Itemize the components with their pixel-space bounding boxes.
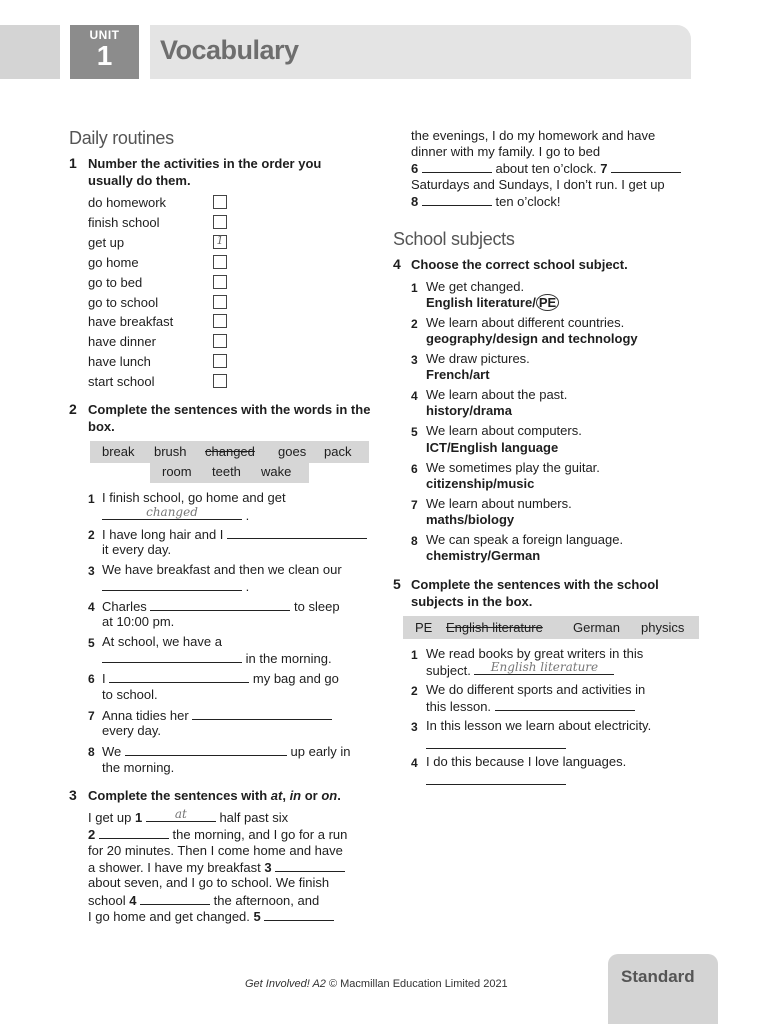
item-number: 2 — [411, 684, 418, 698]
item-number: 1 — [88, 492, 95, 506]
answer-blank[interactable]: at — [146, 809, 216, 822]
activity-label: finish school — [88, 215, 160, 230]
circled-answer: PE — [536, 294, 559, 311]
question-text: We learn about different countries. — [426, 315, 625, 330]
activity-label: get up — [88, 235, 125, 250]
answer-blank[interactable] — [495, 698, 635, 711]
sentence-text: At school, we have a — [102, 634, 222, 649]
answer-blank[interactable] — [422, 193, 492, 206]
sentence-line — [426, 772, 566, 789]
question-text: We learn about computers. — [426, 423, 582, 438]
answer-blank[interactable] — [109, 670, 249, 683]
subject-choice[interactable]: French/art — [426, 367, 490, 382]
item-number: 7 — [88, 709, 95, 723]
section-title-school-subjects: School subjects — [393, 229, 515, 249]
answer-blank[interactable]: changed — [102, 507, 242, 520]
unit-number: 1 — [96, 40, 113, 71]
footer-copyright: Get Involved! A2 © Macmillan Education Limited 2021 — [245, 978, 508, 990]
paragraph-line: a shower. I have my breakfast 3 — [88, 859, 345, 876]
paragraph-line: 6 about ten o’clock. 7 — [411, 160, 681, 177]
unit-badge — [70, 25, 139, 79]
subject-choice[interactable]: citizenship/music — [426, 476, 535, 491]
sentence-line: changed . — [102, 507, 249, 524]
paragraph-line: Saturdays and Sundays, I don’t run. I get up — [411, 177, 665, 192]
exercise-2-instruction: Complete the sentences with the words in the box. — [88, 402, 371, 434]
sentence-text: the morning. — [102, 760, 175, 775]
subject-choice[interactable]: English literature/ PE — [426, 295, 559, 311]
paragraph-line: 8 ten o’clock! — [411, 194, 561, 209]
sentence-text: every day. — [102, 723, 162, 738]
section-title-daily-routines: Daily routines — [69, 128, 174, 148]
item-number: 6 — [88, 672, 95, 686]
answer-blank[interactable]: English literature — [474, 662, 614, 675]
sentence-text: We read books by great writers in this — [426, 646, 644, 661]
sentence-line: Charles to sleep — [102, 599, 340, 614]
sentence-line: . — [102, 578, 249, 595]
answer-blank[interactable] — [99, 826, 169, 839]
activity-checkbox[interactable]: 1 — [213, 235, 227, 249]
item-number: 6 — [411, 462, 418, 476]
item-number: 8 — [88, 745, 95, 759]
activity-checkbox[interactable] — [213, 314, 227, 328]
question-text: We learn about the past. — [426, 387, 568, 402]
subject-choice[interactable]: history/drama — [426, 403, 512, 418]
exercise-4-number: 4 — [393, 256, 401, 272]
word-box-word: pack — [324, 444, 352, 459]
activity-label: have dinner — [88, 334, 156, 349]
exercise-4-instruction: Choose the correct school subject. — [411, 257, 628, 272]
sentence-text: We have breakfast and then we clean our — [102, 562, 342, 577]
question-text: We sometimes play the guitar. — [426, 460, 600, 475]
answer-blank[interactable] — [102, 578, 242, 591]
paragraph-line: school 4 the afternoon, and — [88, 893, 320, 908]
answer-blank[interactable] — [275, 859, 345, 872]
activity-label: go to school — [88, 295, 159, 310]
item-number: 4 — [411, 389, 418, 403]
item-number: 3 — [411, 720, 418, 734]
sentence-line: I my bag and go — [102, 671, 339, 686]
page-title: Vocabulary — [160, 35, 299, 65]
sentence-line: I have long hair and I — [102, 526, 367, 543]
sentence-text: In this lesson we learn about electricity. — [426, 718, 652, 733]
item-number: 7 — [411, 498, 418, 512]
word-box-word: teeth — [212, 464, 241, 479]
paragraph-line: for 20 minutes. Then I come home and have — [88, 843, 343, 858]
sentence-text: at 10:00 pm. — [102, 614, 175, 629]
paragraph-line: I get up 1 at half past six — [88, 807, 289, 825]
paragraph-line: about seven, and I go to school. We finish — [88, 875, 330, 890]
sentence-text: I finish school, go home and get — [102, 490, 286, 505]
paragraph-line: I go home and get changed. 5 — [88, 908, 334, 925]
item-number: 1 — [411, 648, 418, 662]
exercise-5-number: 5 — [393, 576, 401, 592]
level-tab — [608, 954, 718, 1024]
activity-label: do homework — [88, 195, 167, 210]
exercise-1-number: 1 — [69, 155, 77, 171]
answer-blank[interactable] — [611, 160, 681, 173]
word-box-word: PE — [415, 620, 433, 635]
sentence-text: to school. — [102, 687, 158, 702]
activity-label: go to bed — [88, 275, 143, 290]
subject-choice[interactable]: chemistry/German — [426, 548, 541, 563]
item-number: 5 — [411, 425, 418, 439]
exercise-5-instruction: Complete the sentences with the school subjects in the box. — [411, 577, 659, 609]
activity-checkbox[interactable] — [213, 334, 227, 348]
unit-label: UNIT — [89, 28, 120, 42]
subject-choice[interactable]: maths/biology — [426, 512, 515, 527]
answer-blank[interactable] — [426, 736, 566, 749]
activity-label: have breakfast — [88, 314, 174, 329]
sentence-line: in the morning. — [102, 650, 332, 667]
activity-checkbox[interactable] — [213, 215, 227, 229]
exercise-3-number: 3 — [69, 787, 77, 803]
exercise-2-number: 2 — [69, 401, 77, 417]
paragraph-line: 2 the morning, and I go for a run — [88, 827, 348, 842]
answer-blank[interactable] — [102, 650, 242, 663]
header-left-tab — [0, 25, 60, 79]
answer-blank[interactable] — [264, 908, 334, 921]
word-box-word-used: changed — [205, 444, 255, 459]
answer-blank[interactable] — [227, 526, 367, 539]
answer-blank[interactable] — [192, 707, 332, 720]
item-number: 3 — [88, 564, 95, 578]
word-box-word: physics — [641, 620, 685, 635]
activity-checkbox[interactable] — [213, 195, 227, 209]
sentence-text: We do different sports and activities in — [426, 682, 646, 697]
sentence-line — [426, 736, 566, 753]
question-text: We can speak a foreign language. — [426, 532, 624, 547]
subject-choice[interactable]: ICT/English language — [426, 440, 559, 455]
answer-blank[interactable] — [426, 772, 566, 785]
paragraph-line: dinner with my family. I go to bed — [411, 144, 601, 159]
word-box-word: goes — [278, 444, 307, 459]
item-number: 8 — [411, 534, 418, 548]
word-box-word: wake — [261, 464, 292, 479]
exercise-3-instruction: Complete the sentences with at, in or on. — [88, 788, 341, 803]
sentence-text: I do this because I love languages. — [426, 754, 627, 769]
item-number: 1 — [411, 281, 418, 295]
word-box-word: brush — [154, 444, 187, 459]
activity-checkbox[interactable] — [213, 374, 227, 388]
answer-blank[interactable] — [140, 892, 210, 905]
activity-checkbox[interactable] — [213, 295, 227, 309]
level-label: Standard — [621, 967, 695, 986]
item-number: 2 — [88, 528, 95, 542]
item-number: 4 — [88, 600, 95, 614]
item-number: 2 — [411, 317, 418, 331]
paragraph-line: the evenings, I do my homework and have — [411, 128, 656, 143]
word-box-word: break — [102, 444, 135, 459]
item-number: 3 — [411, 353, 418, 367]
exercise-1-instruction: Number the activities in the order you usually do them. — [88, 156, 322, 188]
item-number: 4 — [411, 756, 418, 770]
activity-checkbox[interactable] — [213, 255, 227, 269]
sentence-line: We up early in — [102, 744, 351, 759]
activity-label: go home — [88, 255, 139, 270]
word-box-word: room — [162, 464, 192, 479]
item-number: 5 — [88, 636, 95, 650]
word-box-word: German — [573, 620, 620, 635]
activity-checkbox[interactable] — [213, 275, 227, 289]
sentence-line: Anna tidies her — [102, 707, 332, 724]
activity-label: start school — [88, 374, 155, 389]
sentence-line: this lesson. — [426, 698, 635, 715]
activity-label: have lunch — [88, 354, 151, 369]
word-box-word-used: English literature — [446, 620, 543, 635]
question-text: We draw pictures. — [426, 351, 530, 366]
answer-blank[interactable] — [422, 160, 492, 173]
sentence-text: it every day. — [102, 542, 172, 557]
header-title-bar — [150, 25, 691, 79]
sentence-line: subject. English literature — [426, 662, 614, 679]
answer-blank[interactable] — [150, 598, 290, 611]
answer-blank[interactable] — [125, 743, 287, 756]
subject-choice[interactable]: geography/design and technology — [426, 331, 638, 346]
question-text: We learn about numbers. — [426, 496, 572, 511]
question-text: We get changed. — [426, 279, 525, 294]
activity-checkbox[interactable] — [213, 354, 227, 368]
